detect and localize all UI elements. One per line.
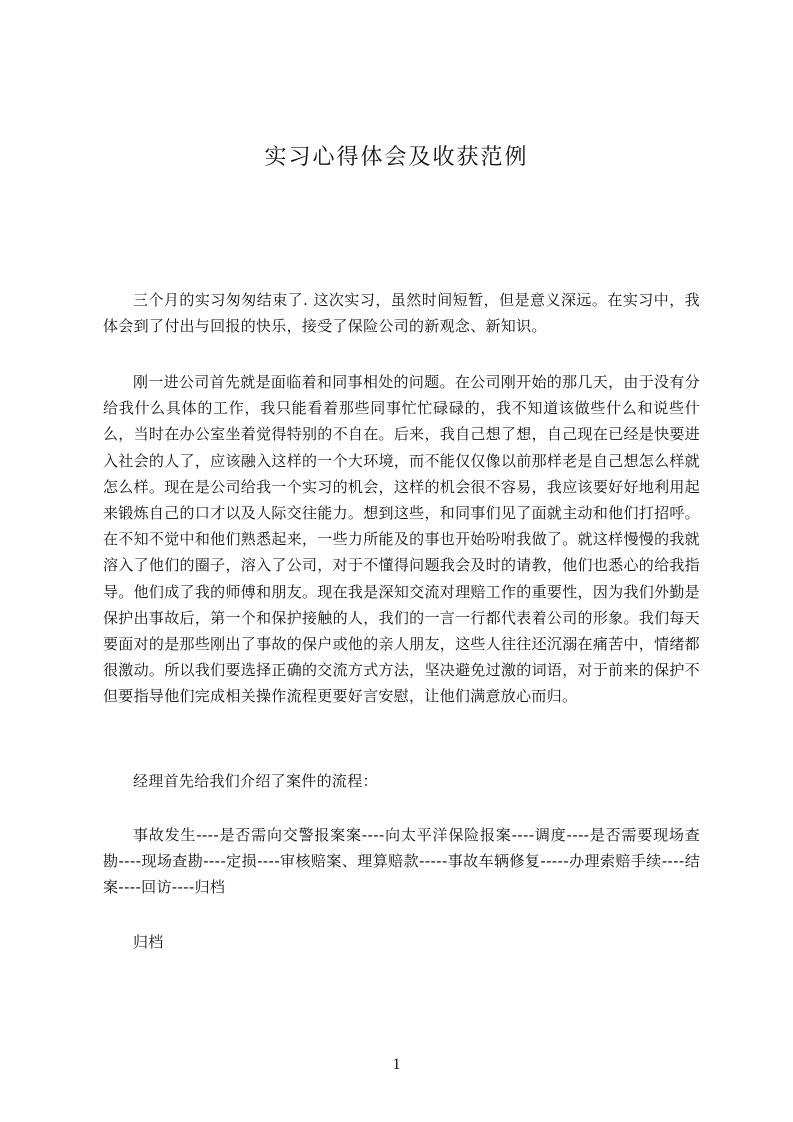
page-number: 1 [392,1056,401,1073]
paragraph-colleagues: 刚一进公司首先就是面临着和同事相处的问题。在公司刚开始的那几天，由于没有分给我什么具体的工作，我只能看着那些同事忙忙碌碌的，我不知道该做些什么和说些什么，当时在办公室坐着觉得特别的不自在。后来，我自己想了想，自己现在已经是快要进入社会的人了，应该融入这样的一个大环境，而不能仅仅像以前那样老是自己想怎么样就怎么样。现在是公司给我一个实习的机会，这样的机会很不容易，我应该要好好地利用起来锻炼自己的口才以及人际交往能力。想到这些，和同事们见了面就主动和他们打招呼。在不知不觉中和他们熟悉起来，一些力所能及的事也开始吩咐我做了。就这样慢慢的我就溶入了他们的圈子，溶入了公司，对于不懂得问题我会及时的请教，他们也悉心的给我指导。他们成了我的师傅和朋友。现在我是深知交流对理赔工作的重要性，因为我们外勤是保护出事故后，第一个和保护接触的人，我们的一言一行都代表着公司的形象。我们每天要面对的是那些刚出了事故的保户或他的亲人朋友，这些人往往还沉溺在痛苦中，情绪都很激动。所以我们要选择正确的交流方式方法，坚决避免过激的词语，对于前来的保护不但要指导他们完成相关操作流程更要好言安慰，让他们满意放心而归。 [103,373,700,706]
document-title: 实习心得体会及收获范例 [264,145,529,170]
paragraph-intro: 三个月的实习匆匆结束了. 这次实习，虽然时间短暂，但是意义深远。在实习中，我体会到了付出与回报的快乐，接受了保险公司的新观念、新知识。 [103,291,700,336]
paragraph-case-flow: 事故发生----是否需向交警报案案----向太平洋保险报案----调度----是否需要现场查勘----现场查勘----定损----审核赔案、理算赔款-----事故车辆修复-----办理索赔手续----结案----回访----归档 [103,826,700,897]
paragraph-manager-intro: 经理首先给我们介绍了案件的流程： [133,772,378,790]
paragraph-archive: 归档 [133,933,164,951]
